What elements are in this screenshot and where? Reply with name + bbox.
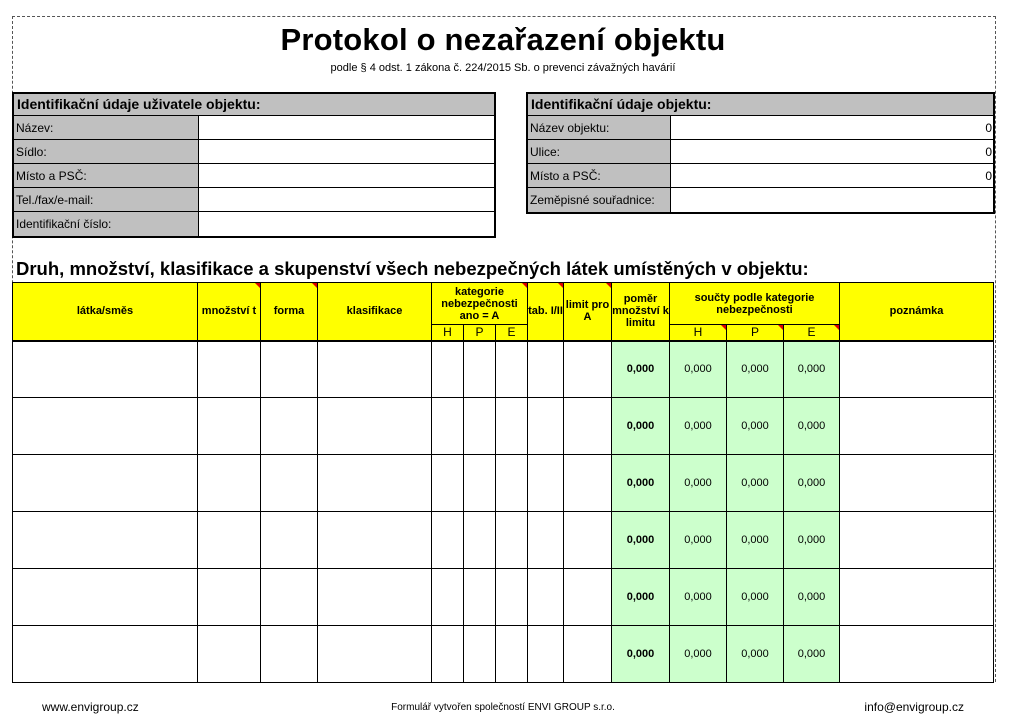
- quantity-cell[interactable]: [198, 398, 261, 455]
- object-row-street: [528, 140, 993, 164]
- object-field-street[interactable]: 0: [985, 145, 992, 159]
- user-row-name: [14, 116, 494, 140]
- header-category-e: E: [496, 325, 528, 341]
- substances-table: [12, 282, 994, 683]
- sum-e-cell: 0,000: [784, 341, 840, 398]
- category-p-cell[interactable]: [464, 569, 496, 626]
- user-row-id: [14, 212, 494, 236]
- substance-cell[interactable]: [13, 341, 198, 398]
- limit-cell[interactable]: [564, 626, 612, 683]
- table-row: [13, 341, 994, 398]
- quantity-cell[interactable]: [198, 569, 261, 626]
- category-p-cell[interactable]: [464, 398, 496, 455]
- substance-cell[interactable]: [13, 512, 198, 569]
- ratio-cell: 0,000: [612, 569, 670, 626]
- footer-credit: Formulář vytvořen společností ENVI GROUP s.r.o.: [391, 702, 615, 713]
- form-cell[interactable]: [261, 398, 318, 455]
- ratio-cell: 0,000: [612, 398, 670, 455]
- header-sum-h: H: [670, 325, 727, 341]
- tab-cell[interactable]: [528, 512, 564, 569]
- sum-h-cell: 0,000: [670, 569, 727, 626]
- classification-cell[interactable]: [318, 341, 432, 398]
- user-row-seat: [14, 140, 494, 164]
- tab-cell[interactable]: [528, 341, 564, 398]
- header-limit: limit pro A: [564, 283, 612, 341]
- user-label-name: Název:: [14, 116, 199, 139]
- user-field-place[interactable]: [199, 164, 494, 187]
- classification-cell[interactable]: [318, 626, 432, 683]
- limit-cell[interactable]: [564, 455, 612, 512]
- quantity-cell[interactable]: [198, 626, 261, 683]
- sum-h-cell: 0,000: [670, 626, 727, 683]
- object-field-name[interactable]: 0: [985, 121, 992, 135]
- classification-cell[interactable]: [318, 512, 432, 569]
- object-label-street: Ulice:: [528, 140, 671, 163]
- note-cell[interactable]: [840, 569, 994, 626]
- header-quantity: množství t: [198, 283, 261, 341]
- sum-e-cell: 0,000: [784, 626, 840, 683]
- sum-p-cell: 0,000: [727, 398, 784, 455]
- sum-p-cell: 0,000: [727, 626, 784, 683]
- ratio-cell: 0,000: [612, 341, 670, 398]
- header-form: forma: [261, 283, 318, 341]
- user-label-seat: Sídlo:: [14, 140, 199, 163]
- header-substance: látka/směs: [13, 283, 198, 341]
- category-e-cell[interactable]: [496, 569, 528, 626]
- category-p-cell[interactable]: [464, 455, 496, 512]
- table-row: [13, 398, 994, 455]
- category-e-cell[interactable]: [496, 398, 528, 455]
- sum-p-cell: 0,000: [727, 512, 784, 569]
- object-field-coordinates[interactable]: [671, 188, 993, 212]
- sum-h-cell: 0,000: [670, 341, 727, 398]
- page-title: Protokol o nezařazení objektu: [280, 22, 726, 57]
- limit-cell[interactable]: [564, 512, 612, 569]
- page-subtitle: podle § 4 odst. 1 zákona č. 224/2015 Sb. o prevenci závažných havárií: [330, 62, 676, 74]
- tab-cell[interactable]: [528, 398, 564, 455]
- form-cell[interactable]: [261, 455, 318, 512]
- category-h-cell[interactable]: [432, 569, 464, 626]
- category-e-cell[interactable]: [496, 512, 528, 569]
- quantity-cell[interactable]: [198, 512, 261, 569]
- sum-e-cell: 0,000: [784, 512, 840, 569]
- category-h-cell[interactable]: [432, 398, 464, 455]
- user-row-place: [14, 164, 494, 188]
- limit-cell[interactable]: [564, 569, 612, 626]
- substance-cell[interactable]: [13, 455, 198, 512]
- header-classification: klasifikace: [318, 283, 432, 341]
- ratio-cell: 0,000: [612, 455, 670, 512]
- user-label-place: Místo a PSČ:: [14, 164, 199, 187]
- user-box-header: Identifikační údaje uživatele objektu:: [14, 94, 494, 116]
- category-h-cell[interactable]: [432, 512, 464, 569]
- header-sum-e: E: [784, 325, 840, 341]
- object-field-place[interactable]: 0: [985, 169, 992, 183]
- section-title: Druh, množství, klasifikace a skupenství všech nebezpečných látek umístěných v objektu:: [16, 258, 809, 279]
- sum-h-cell: 0,000: [670, 398, 727, 455]
- sum-p-cell: 0,000: [727, 455, 784, 512]
- sum-e-cell: 0,000: [784, 398, 840, 455]
- quantity-cell[interactable]: [198, 455, 261, 512]
- table-row: [13, 569, 994, 626]
- classification-cell[interactable]: [318, 569, 432, 626]
- object-box-header: Identifikační údaje objektu:: [528, 94, 993, 116]
- footer-email[interactable]: info@envigroup.cz: [864, 700, 964, 714]
- form-cell[interactable]: [261, 512, 318, 569]
- substance-cell[interactable]: [13, 569, 198, 626]
- header-category: kategorie nebezpečnosti ano = A: [432, 283, 528, 325]
- category-e-cell[interactable]: [496, 626, 528, 683]
- category-p-cell[interactable]: [464, 626, 496, 683]
- header-category-p: P: [464, 325, 496, 341]
- user-label-contact: Tel./fax/e-mail:: [14, 188, 199, 211]
- sum-e-cell: 0,000: [784, 569, 840, 626]
- sum-p-cell: 0,000: [727, 341, 784, 398]
- object-label-coordinates: Zeměpisné souřadnice:: [528, 188, 671, 212]
- form-cell[interactable]: [261, 626, 318, 683]
- object-label-name: Název objektu:: [528, 116, 671, 139]
- category-h-cell[interactable]: [432, 626, 464, 683]
- sum-e-cell: 0,000: [784, 455, 840, 512]
- user-identification-box: [12, 92, 496, 238]
- sum-p-cell: 0,000: [727, 569, 784, 626]
- note-cell[interactable]: [840, 626, 994, 683]
- category-h-cell[interactable]: [432, 341, 464, 398]
- category-p-cell[interactable]: [464, 341, 496, 398]
- limit-cell[interactable]: [564, 398, 612, 455]
- footer-website[interactable]: www.envigroup.cz: [42, 700, 139, 714]
- category-e-cell[interactable]: [496, 341, 528, 398]
- header-sum-p: P: [727, 325, 784, 341]
- header-note: poznámka: [840, 283, 994, 341]
- header-ratio: poměr množství k limitu: [612, 283, 670, 341]
- sum-h-cell: 0,000: [670, 455, 727, 512]
- table-row: [13, 455, 994, 512]
- object-identification-box: [526, 92, 995, 214]
- user-row-contact: [14, 188, 494, 212]
- user-field-contact[interactable]: [199, 188, 494, 211]
- header-sums: součty podle kategorie nebezpečnosti: [670, 283, 840, 325]
- table-row: [13, 512, 994, 569]
- quantity-cell[interactable]: [198, 341, 261, 398]
- object-row-place: [528, 164, 993, 188]
- ratio-cell: 0,000: [612, 512, 670, 569]
- note-cell[interactable]: [840, 398, 994, 455]
- sum-h-cell: 0,000: [670, 512, 727, 569]
- form-cell[interactable]: [261, 341, 318, 398]
- user-label-id: Identifikační číslo:: [14, 212, 199, 236]
- header-tab: tab. I/II: [528, 283, 564, 341]
- form-cell[interactable]: [261, 569, 318, 626]
- note-cell[interactable]: [840, 341, 994, 398]
- substance-cell[interactable]: [13, 626, 198, 683]
- user-field-seat[interactable]: [199, 140, 494, 163]
- substance-cell[interactable]: [13, 398, 198, 455]
- category-h-cell[interactable]: [432, 455, 464, 512]
- header-category-h: H: [432, 325, 464, 341]
- classification-cell[interactable]: [318, 398, 432, 455]
- object-row-name: [528, 116, 993, 140]
- tab-cell[interactable]: [528, 626, 564, 683]
- table-row: [13, 626, 994, 683]
- category-p-cell[interactable]: [464, 512, 496, 569]
- note-cell[interactable]: [840, 512, 994, 569]
- ratio-cell: 0,000: [612, 626, 670, 683]
- object-row-coordinates: [528, 188, 993, 212]
- tab-cell[interactable]: [528, 455, 564, 512]
- object-label-place: Místo a PSČ:: [528, 164, 671, 187]
- classification-cell[interactable]: [318, 455, 432, 512]
- user-field-name[interactable]: [199, 116, 494, 139]
- user-field-id[interactable]: [199, 212, 494, 236]
- category-e-cell[interactable]: [496, 455, 528, 512]
- tab-cell[interactable]: [528, 569, 564, 626]
- note-cell[interactable]: [840, 455, 994, 512]
- limit-cell[interactable]: [564, 341, 612, 398]
